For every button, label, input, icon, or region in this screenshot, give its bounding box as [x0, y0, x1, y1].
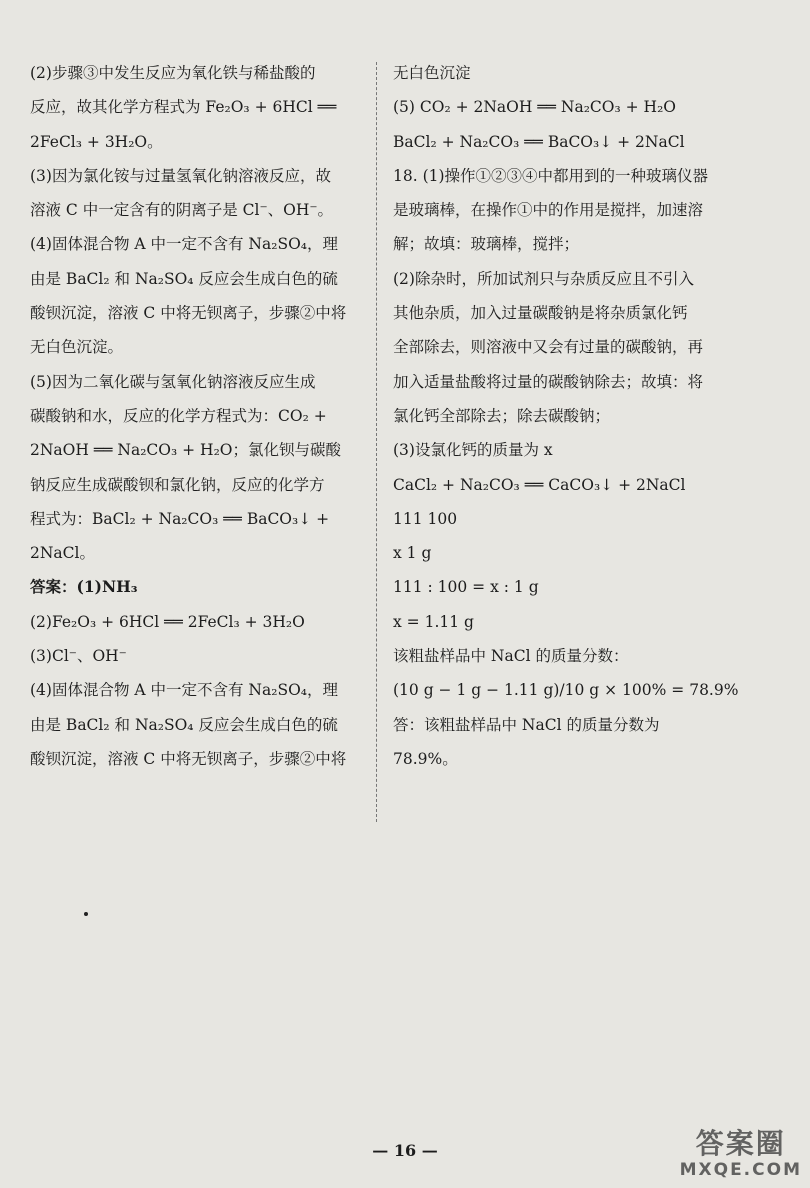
text-line: 答：该粗盐样品中 NaCl 的质量分数为 [393, 715, 660, 734]
ink-speck [84, 912, 88, 916]
text-line: 答案：(1)NH₃ [30, 577, 138, 597]
text-line: (2)Fe₂O₃ + 6HCl ══ 2FeCl₃ + 3H₂O [30, 612, 305, 631]
watermark-url: MXQE.COM [679, 1160, 802, 1180]
watermark-logo-text: 答案圈 [695, 1127, 786, 1160]
text-line: (3)Cl⁻、OH⁻ [30, 647, 127, 666]
text-line: CaCl₂ + Na₂CO₃ ══ CaCO₃↓ + 2NaCl [393, 475, 686, 494]
text-line: 2NaCl。 [30, 544, 95, 563]
text-line: (3)设氯化钙的质量为 x [393, 441, 553, 460]
text-line: 111 : 100 = x : 1 g [393, 578, 539, 597]
text-line: 解；故填：玻璃棒，搅拌； [393, 235, 580, 254]
right-column [393, 56, 763, 776]
text-line: 碳酸钠和水，反应的化学方程式为：CO₂ + [30, 406, 327, 425]
text-line: 该粗盐样品中 NaCl 的质量分数： [393, 647, 629, 666]
site-watermark [680, 1128, 802, 1180]
text-line: x 1 g [393, 544, 432, 563]
text-line: 酸钡沉淀，溶液 C 中将无钡离子，步骤②中将 [30, 749, 347, 768]
text-line: (4)固体混合物 A 中一定不含有 Na₂SO₄，理 [30, 235, 338, 254]
text-line: 18. (1)操作①②③④中都用到的一种玻璃仪器 [393, 166, 709, 185]
text-line: (10 g − 1 g − 1.11 g)/10 g × 100% = 78.9% [393, 681, 739, 700]
text-line: 111 100 [393, 509, 458, 528]
text-line: 程式为：BaCl₂ + Na₂CO₃ ══ BaCO₃↓ + [30, 509, 330, 528]
text-line: 钠反应生成碳酸钡和氯化钠，反应的化学方 [30, 475, 325, 494]
text-line: 反应，故其化学方程式为 Fe₂O₃ + 6HCl ══ [30, 98, 337, 117]
text-line: BaCl₂ + Na₂CO₃ ══ BaCO₃↓ + 2NaCl [393, 132, 685, 151]
column-divider [376, 62, 377, 822]
text-line: 由是 BaCl₂ 和 Na₂SO₄ 反应会生成白色的硫 [30, 269, 338, 288]
text-line: (2)步骤③中发生反应为氧化铁与稀盐酸的 [30, 64, 316, 82]
text-line: (5) CO₂ + 2NaOH ══ Na₂CO₃ + H₂O [393, 98, 676, 117]
text-line: 酸钡沉淀，溶液 C 中将无钡离子，步骤②中将 [30, 304, 347, 323]
text-line: 溶液 C 中一定含有的阴离子是 Cl⁻、OH⁻。 [30, 201, 334, 220]
text-line: 78.9%。 [393, 749, 458, 768]
text-line: 2NaOH ══ Na₂CO₃ + H₂O；氯化钡与碳酸 [30, 441, 341, 460]
text-line: (5)因为二氧化碳与氢氧化钠溶液反应生成 [30, 372, 316, 391]
text-line: x = 1.11 g [393, 612, 474, 631]
text-line: 全部除去，则溶液中又会有过量的碳酸钠，再 [393, 338, 704, 357]
text-line: 无白色沉淀。 [30, 338, 124, 357]
text-line: 其他杂质，加入过量碳酸钠是将杂质氯化钙 [393, 304, 688, 323]
text-line: (2)除杂时，所加试剂只与杂质反应且不引入 [393, 269, 694, 288]
text-line: 由是 BaCl₂ 和 Na₂SO₄ 反应会生成白色的硫 [30, 715, 338, 734]
left-column [30, 56, 362, 776]
text-line: 是玻璃棒，在操作①中的作用是搅拌，加速溶 [393, 201, 704, 220]
text-line: 氯化钙全部除去；除去碳酸钠； [393, 406, 611, 425]
text-line: (3)因为氯化铵与过量氢氧化钠溶液反应，故 [30, 166, 331, 185]
text-line: 加入适量盐酸将过量的碳酸钠除去；故填：将 [393, 372, 704, 391]
text-line: (4)固体混合物 A 中一定不含有 Na₂SO₄，理 [30, 681, 338, 700]
text-line: 2FeCl₃ + 3H₂O。 [30, 132, 163, 151]
page-number: — 16 — [372, 1141, 438, 1160]
text-line: 无白色沉淀 [393, 64, 471, 82]
